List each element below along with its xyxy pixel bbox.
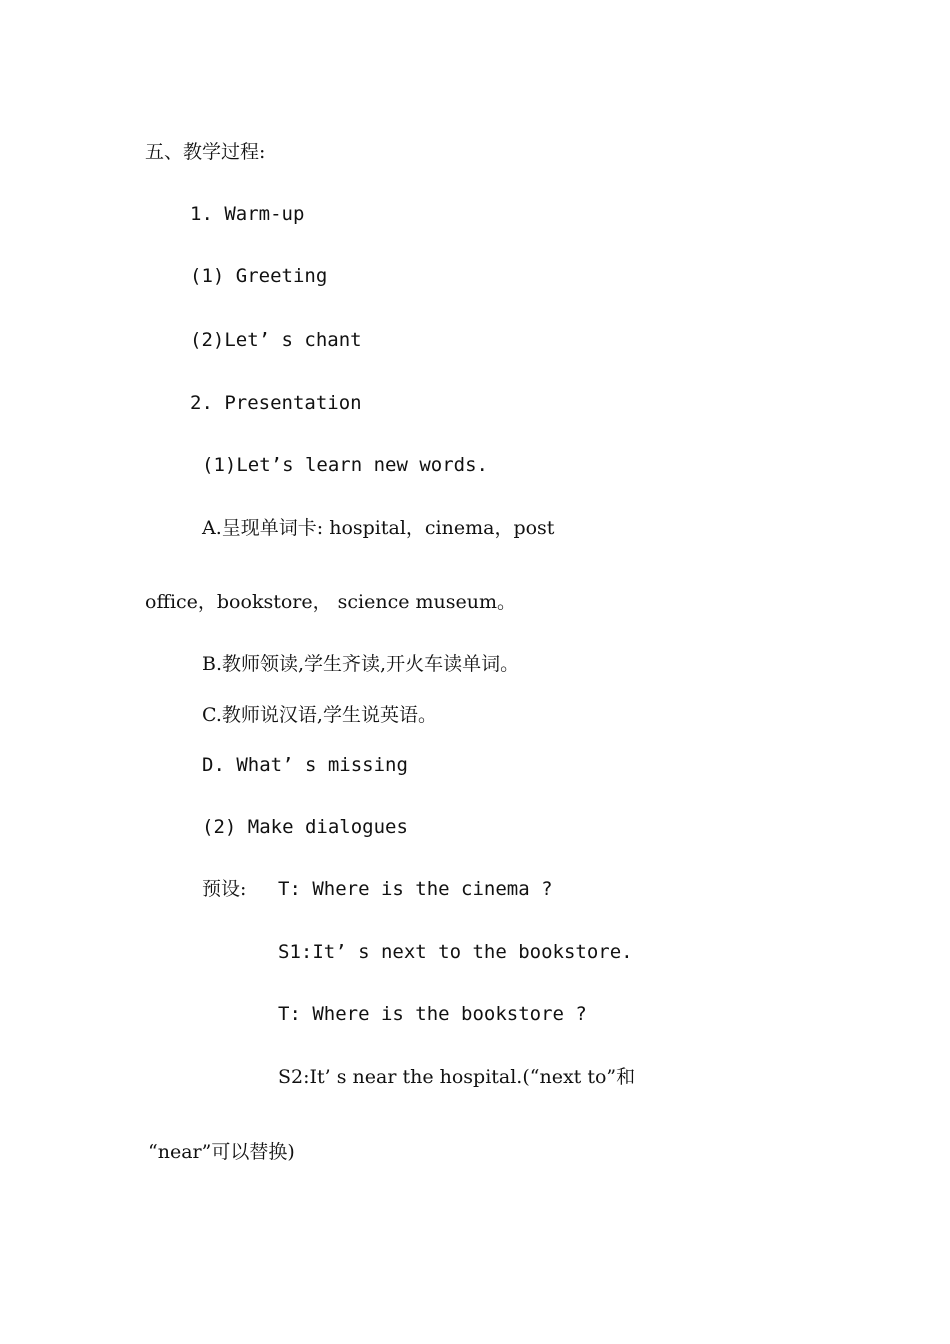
dialogue-line-1: T: Where is the cinema ?: [278, 878, 553, 900]
dialogue-continuation: “near”可以替换): [148, 1141, 295, 1163]
dialogue-line-3: T: Where is the bookstore ?: [278, 1003, 587, 1025]
section-title: 五、教学过程:: [145, 141, 266, 163]
dialogue-line-2: S1:It’ s next to the bookstore.: [278, 941, 633, 963]
item-b: B.教师领读,学生齐读,开火车读单词。: [202, 653, 520, 675]
item-d: D. What’ s missing: [202, 754, 408, 776]
item-a-line-1: A.呈现单词卡: hospital，cinema，post: [202, 517, 555, 539]
step-1-item-greeting: (1) Greeting: [190, 265, 328, 287]
preset-label: 预设:: [202, 878, 247, 900]
step-2-heading: 2. Presentation: [190, 392, 362, 414]
dialogue-line-4: S2:It’ s near the hospital.(“next to”和: [278, 1066, 636, 1088]
step-1-item-chant: (2)Let’ s chant: [190, 329, 362, 351]
step-2-sub-2: (2) Make dialogues: [202, 816, 408, 838]
step-1-heading: 1. Warm-up: [190, 203, 305, 225]
item-a-line-2: office，bookstore， science museum。: [145, 591, 517, 613]
item-c: C.教师说汉语,学生说英语。: [202, 704, 437, 726]
step-2-sub-1: (1)Let’s learn new words.: [202, 454, 488, 476]
